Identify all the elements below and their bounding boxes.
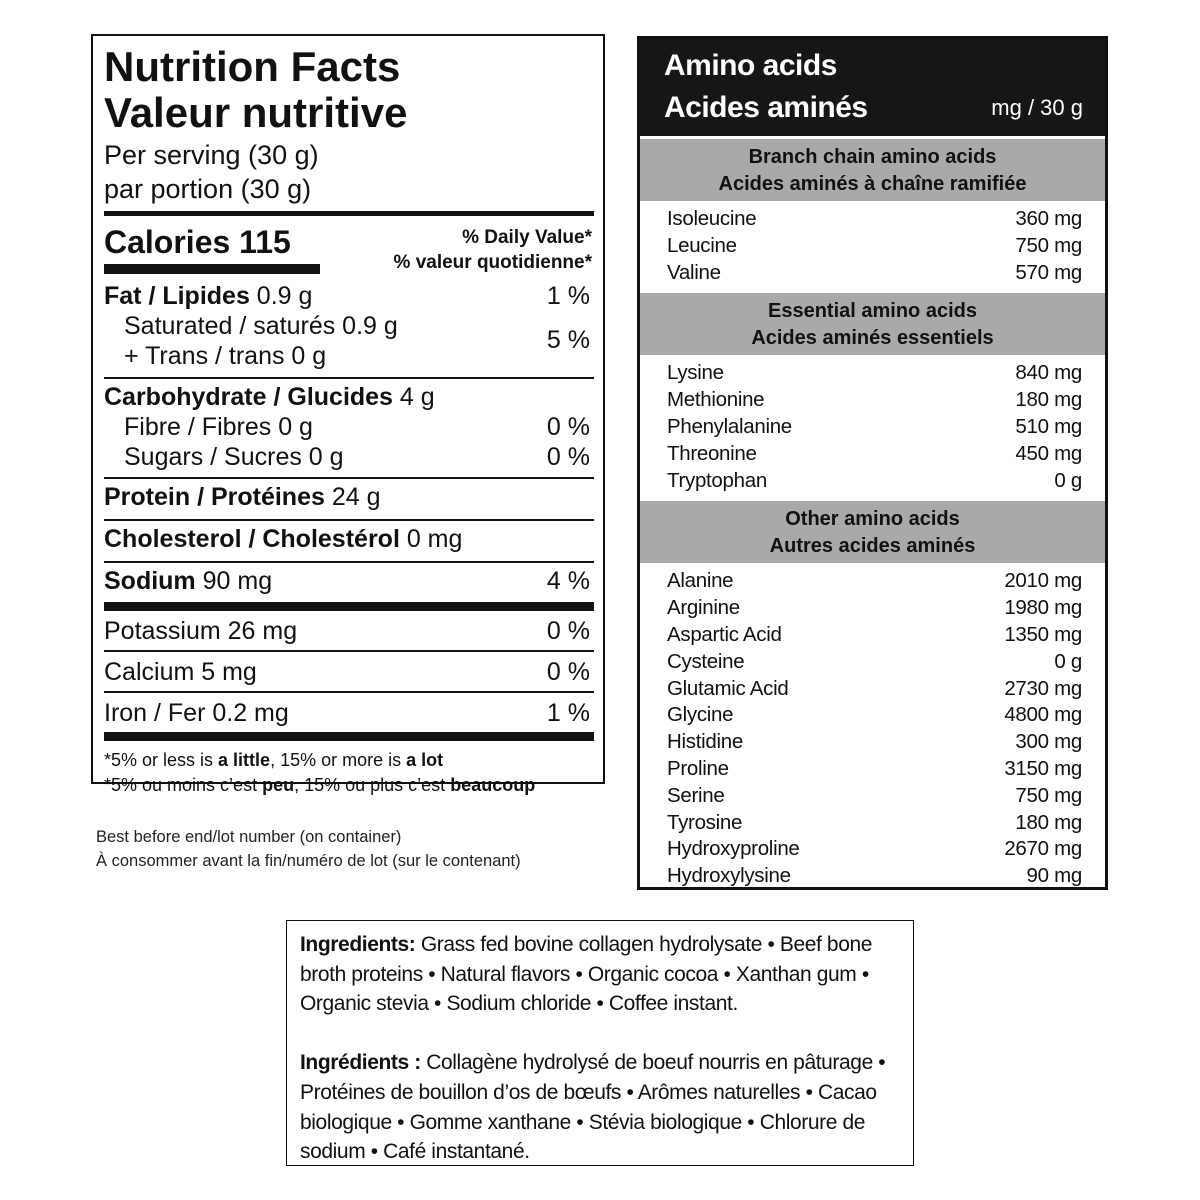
amino-acid-name: Methionine — [667, 388, 765, 412]
amino-group-list — [640, 355, 1105, 498]
amino-acid-name: Hydroxylysine — [667, 864, 791, 888]
amino-group-header — [640, 498, 1105, 563]
iron-pct: 1 % — [546, 699, 590, 727]
amino-acid-value: 2010 mg — [1004, 569, 1082, 593]
amino-acid-name: Glutamic Acid — [667, 676, 789, 700]
amino-acid-row — [667, 783, 1082, 810]
amino-acid-row — [667, 360, 1082, 387]
amino-header — [640, 39, 1105, 136]
amino-unit: mg / 30 g — [991, 95, 1083, 120]
amino-acid-name: Valine — [667, 260, 721, 284]
best-before-en: Best before end/lot number (on container) — [96, 828, 402, 846]
ingredients-fr-label: Ingrédients : — [300, 1051, 421, 1075]
amino-title-fr: Acides aminés — [664, 91, 868, 124]
protein-row — [104, 482, 594, 519]
amino-acid-name: Tyrosine — [667, 810, 743, 834]
sodium-amount: 90 mg — [195, 567, 273, 595]
amino-acid-row — [667, 702, 1082, 729]
amino-acid-name: Hydroxyproline — [667, 837, 800, 861]
amino-acid-row — [667, 649, 1082, 676]
amino-acid-name: Aspartic Acid — [667, 622, 782, 646]
fat-amount: 0.9 g — [249, 282, 313, 310]
footnote-en: *5% or less is a little, 15% or more is a lot — [104, 750, 444, 770]
serving-size-en: Per serving (30 g) — [104, 140, 319, 170]
amino-acid-row — [667, 468, 1082, 495]
ingredients-en-label: Ingredients: — [300, 933, 416, 956]
amino-acid-value: 2670 mg — [1004, 837, 1082, 861]
amino-group-header — [640, 290, 1105, 355]
daily-value-en: % Daily Value* — [462, 227, 592, 248]
amino-group-name-en: Branch chain amino acids — [748, 146, 997, 168]
iron-label: Iron / Fer 0.2 mg — [104, 699, 289, 727]
footnote — [104, 748, 594, 798]
amino-acid-row — [667, 206, 1082, 233]
calories: Calories 115 — [104, 224, 291, 260]
daily-value-fr: % valeur quotidienne* — [393, 252, 592, 273]
amino-title-en: Amino acids — [664, 49, 837, 82]
best-before-note — [96, 825, 521, 873]
amino-acid-row — [667, 836, 1082, 863]
divider — [104, 650, 594, 652]
amino-acid-value: 510 mg — [1015, 414, 1082, 438]
ingredients-en — [300, 930, 903, 1019]
amino-acid-name: Phenylalanine — [667, 414, 792, 438]
best-before-fr: À consommer avant la fin/numéro de lot (sur le contenant) — [96, 852, 521, 870]
sat-trans-rows — [104, 311, 594, 371]
amino-acid-value: 840 mg — [1015, 361, 1082, 385]
fat-label: Fat / Lipides — [104, 282, 250, 310]
fat-pct: 1 % — [546, 282, 590, 310]
fibre-pct: 0 % — [546, 413, 590, 441]
amino-acids-table — [637, 36, 1108, 890]
calories-row — [104, 216, 594, 279]
amino-acid-value: 570 mg — [1015, 260, 1082, 284]
nutrition-title-en: Nutrition Facts — [104, 43, 401, 90]
amino-acid-row — [667, 756, 1082, 783]
amino-acid-name: Arginine — [667, 596, 740, 620]
amino-acid-row — [667, 729, 1082, 756]
amino-acid-row — [667, 595, 1082, 622]
amino-acid-value: 450 mg — [1015, 441, 1082, 465]
protein-amount: 24 g — [324, 483, 381, 511]
amino-acid-value: 180 mg — [1015, 810, 1082, 834]
divider-thick — [104, 602, 594, 611]
potassium-label: Potassium 26 mg — [104, 617, 298, 645]
fibre-row — [104, 412, 594, 442]
amino-acid-name: Leucine — [667, 233, 737, 257]
amino-group-name-en: Essential amino acids — [768, 300, 977, 323]
amino-acid-row — [667, 622, 1082, 649]
sat-trans-pct: 5 % — [546, 326, 590, 354]
amino-acid-value: 3150 mg — [1004, 756, 1082, 780]
amino-acid-row — [667, 233, 1082, 260]
divider — [104, 519, 594, 521]
iron-row — [104, 698, 594, 732]
amino-group-list — [640, 201, 1105, 290]
amino-group-list — [640, 563, 1105, 894]
amino-acid-name: Alanine — [667, 569, 734, 593]
amino-group-name-fr: Acides aminés à chaîne ramifiée — [718, 173, 1027, 195]
amino-acid-name: Tryptophan — [667, 468, 767, 492]
sugars-label: Sugars / Sucres 0 g — [124, 443, 344, 471]
divider — [104, 561, 594, 563]
ingredients-fr-text: Collagène hydrolysé de boeuf nourris en pâturage • Protéines de bouillon d’os de bœufs • Arômes naturelles • Cacao biologique • Gomme xanthane • Stévia biologique • Chlorure de sodium • Café instantané. — [300, 1051, 886, 1164]
amino-acid-row — [667, 863, 1082, 890]
carb-row — [104, 382, 594, 412]
divider — [104, 477, 594, 479]
amino-group-name-en: Other amino acids — [785, 508, 960, 531]
divider-thick — [104, 732, 594, 741]
amino-acid-value: 0 g — [1054, 468, 1082, 492]
amino-group-name-fr: Acides aminés essentiels — [751, 327, 994, 350]
potassium-row — [104, 616, 594, 650]
calcium-pct: 0 % — [546, 658, 590, 686]
amino-acid-row — [667, 676, 1082, 703]
amino-groups — [640, 136, 1105, 894]
amino-acid-value: 90 mg — [1026, 864, 1082, 888]
calcium-label: Calcium 5 mg — [104, 658, 257, 686]
carb-label: Carbohydrate / Glucides — [104, 383, 393, 411]
amino-acid-value: 180 mg — [1015, 388, 1082, 412]
fibre-label: Fibre / Fibres 0 g — [124, 413, 313, 441]
ingredients-fr — [300, 1048, 903, 1167]
calcium-row — [104, 657, 594, 691]
amino-acid-row — [667, 387, 1082, 414]
daily-value-header — [394, 225, 592, 275]
cholesterol-label: Cholesterol / Cholestérol — [104, 525, 400, 553]
amino-acid-value: 300 mg — [1015, 730, 1082, 754]
amino-acid-name: Proline — [667, 756, 729, 780]
sodium-label: Sodium — [104, 567, 196, 595]
carb-amount: 4 g — [392, 383, 435, 411]
amino-acid-row — [667, 414, 1082, 441]
trans-row: + Trans / trans 0 g — [124, 342, 327, 370]
amino-acid-value: 1350 mg — [1004, 622, 1082, 646]
serving-size-fr: par portion (30 g) — [104, 174, 312, 204]
amino-acid-name: Histidine — [667, 730, 743, 754]
amino-group-name-fr: Autres acides aminés — [769, 535, 976, 558]
ingredients-en-text: Grass fed bovine collagen hydrolysate • Beef bone broth proteins • Natural flavors • Organic cocoa • Xanthan gum • Organic stevia • Sodium chloride • Coffee instant. — [300, 933, 873, 1016]
sugars-row — [104, 442, 594, 472]
potassium-pct: 0 % — [546, 617, 590, 645]
sodium-row — [104, 566, 594, 602]
amino-acid-value: 2730 mg — [1004, 676, 1082, 700]
amino-acid-name: Threonine — [667, 441, 757, 465]
amino-acid-row — [667, 260, 1082, 287]
sugars-pct: 0 % — [546, 443, 590, 471]
nutrition-title-fr: Valeur nutritive — [104, 89, 408, 136]
cholesterol-amount: 0 mg — [399, 525, 463, 553]
sodium-pct: 4 % — [546, 567, 590, 595]
amino-acid-value: 750 mg — [1015, 233, 1082, 257]
amino-acid-name: Serine — [667, 783, 725, 807]
amino-acid-value: 4800 mg — [1004, 703, 1082, 727]
footnote-fr: *5% ou moins c’est peu, 15% ou plus c’est beaucoup — [104, 775, 536, 795]
divider — [104, 691, 594, 693]
fat-row — [104, 281, 594, 311]
protein-label: Protein / Protéines — [104, 483, 325, 511]
amino-acid-row — [667, 810, 1082, 837]
cholesterol-row — [104, 524, 594, 561]
nutrition-facts-table — [91, 34, 605, 795]
amino-acid-name: Glycine — [667, 703, 734, 727]
amino-acid-value: 360 mg — [1015, 207, 1082, 230]
amino-acid-name: Cysteine — [667, 649, 745, 673]
amino-acid-name: Lysine — [667, 361, 724, 385]
amino-acid-row — [667, 441, 1082, 468]
calories-underline — [104, 264, 320, 274]
ingredients-box — [286, 920, 914, 1166]
amino-acid-value: 0 g — [1054, 649, 1082, 673]
amino-acid-value: 1980 mg — [1004, 596, 1082, 620]
amino-group-header — [640, 136, 1105, 201]
amino-acid-value: 750 mg — [1015, 783, 1082, 807]
divider — [104, 377, 594, 379]
amino-acid-name: Isoleucine — [667, 207, 757, 230]
amino-acid-row — [667, 568, 1082, 595]
saturated-row: Saturated / saturés 0.9 g — [124, 312, 398, 340]
